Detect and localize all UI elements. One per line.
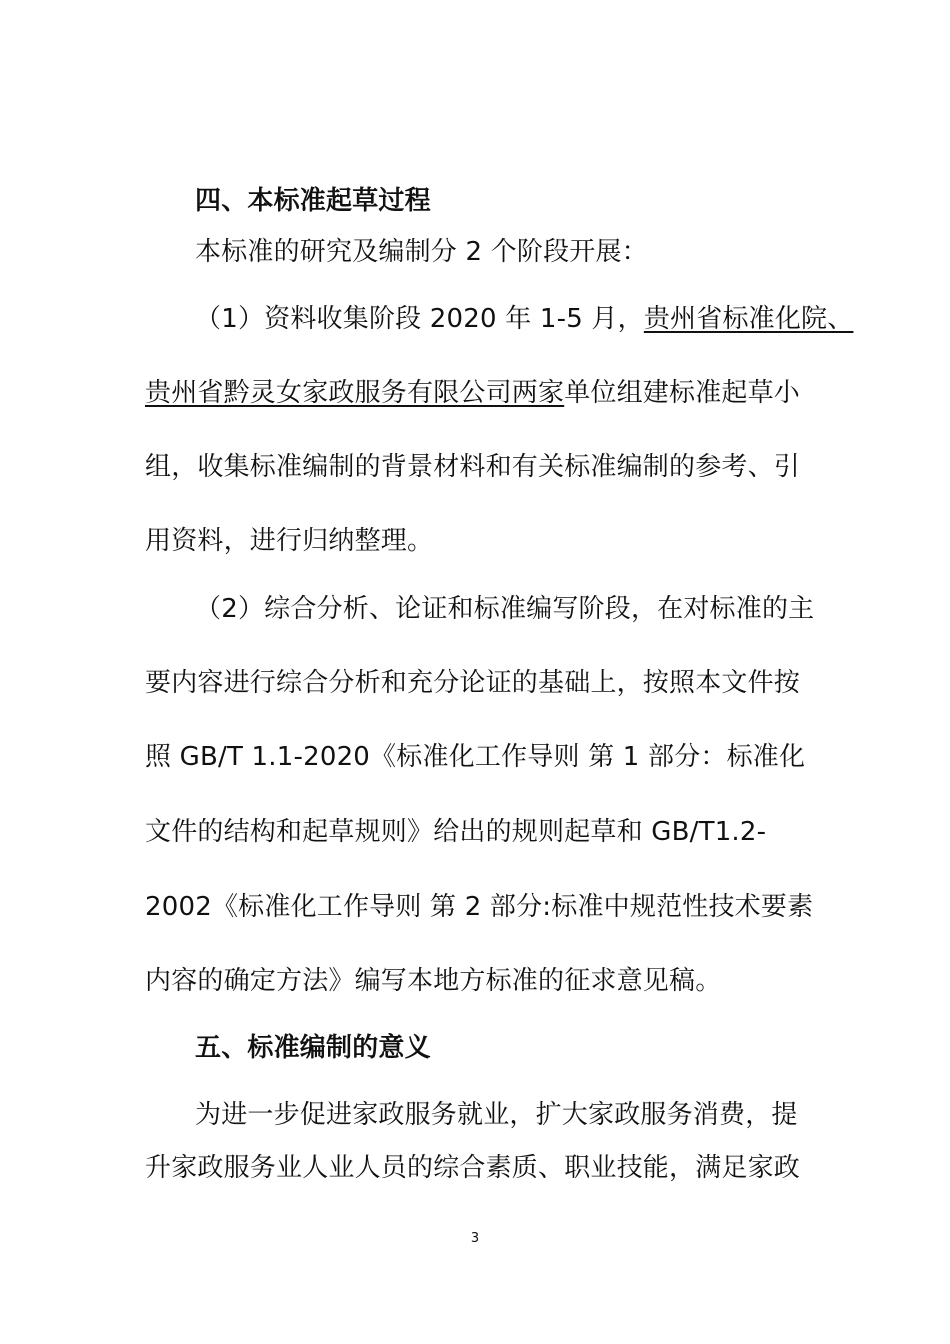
section-4-intro: 本标准的研究及编制分 2 个阶段开展： (195, 237, 648, 267)
paragraph-2-line-5: 2002《标准化工作导则 第 2 部分:标准中规范性技术要素 (145, 892, 814, 922)
paragraph-2-line-3: 照 GB/T 1.1-2020《标准化工作导则 第 1 部分：标准化 (145, 742, 806, 772)
paragraph-1-line-2 (145, 376, 800, 410)
section-5-line-2: 升家政服务业人业人员的综合素质、职业技能，满足家政 (145, 1153, 801, 1183)
section-5-line-1: 为进一步促进家政服务就业，扩大家政服务消费，提 (195, 1100, 798, 1130)
section-5-heading: 五、标准编制的意义 (195, 1033, 431, 1063)
paragraph-2-line-4: 文件的结构和起草规则》给出的规则起草和 GB/T1.2- (145, 817, 767, 847)
paragraph-1-line-2-text: 单位组建标准起草小 (564, 378, 801, 408)
underlined-org-1: 贵州省标准化院、 (643, 304, 854, 334)
paragraph-1-line-4: 用资料，进行归纳整理。 (145, 526, 434, 556)
section-4-heading: 四、本标准起草过程 (195, 186, 431, 216)
paragraph-2-line-6: 内容的确定方法》编写本地方标准的征求意见稿。 (145, 966, 722, 996)
paragraph-1-line-1 (195, 302, 853, 336)
paragraph-2-line-1: （2）综合分析、论证和标准编写阶段，在对标准的主 (195, 594, 815, 624)
paragraph-1-line-1-text: （1）资料收集阶段 2020 年 1-5 月， (195, 304, 644, 334)
underlined-org-2: 贵州省黔灵女家政服务有限公司两家 (145, 378, 565, 408)
page-number: 3 (470, 1231, 480, 1246)
paragraph-2-line-2: 要内容进行综合分析和充分论证的基础上，按照本文件按 (145, 668, 801, 698)
paragraph-1-line-3: 组，收集标准编制的背景材料和有关标准编制的参考、引 (145, 452, 801, 482)
